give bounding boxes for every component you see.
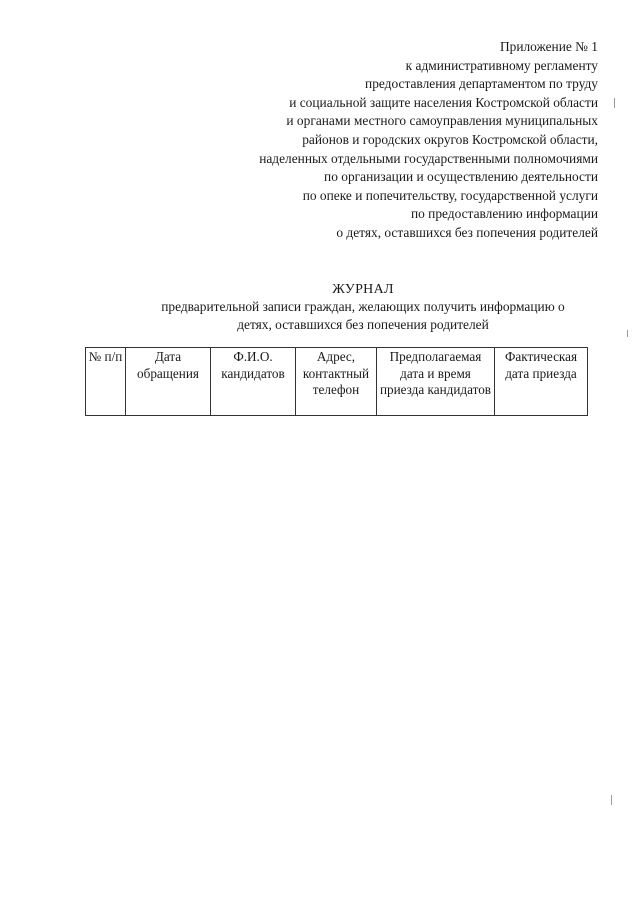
column-header-actual-arrival: Фактическая дата приезда	[495, 348, 588, 416]
appendix-line: и органами местного самоуправления муниципальных	[286, 113, 598, 129]
journal-table	[85, 347, 588, 416]
appendix-line: по опеке и попечительству, государственной услуги	[302, 187, 598, 203]
scan-speck	[627, 330, 628, 337]
journal-title: ЖУРНАЛ	[332, 282, 394, 297]
column-header-number: № п/п	[86, 348, 126, 416]
journal-subtitle	[130, 298, 596, 334]
appendix-line: по предоставлению информации	[410, 206, 598, 222]
appendix-line: Приложение № 1	[499, 39, 598, 54]
scan-speck	[611, 795, 612, 805]
appendix-line: о детях, оставшихся без попечения родителей	[336, 224, 598, 240]
appendix-line: районов и городских округов Костромской области,	[302, 131, 598, 147]
appendix-line: наделенных отдельными государственными полномочиями	[259, 150, 598, 166]
appendix-line: к административному регламенту	[405, 57, 598, 73]
journal-subtitle-line: предварительной записи граждан, желающих получить информацию о	[161, 299, 565, 314]
journal-subtitle-line: детях, оставшихся без попечения родителей	[237, 317, 489, 332]
appendix-line: по организации и осуществлению деятельности	[324, 169, 598, 185]
column-header-candidates-name: Ф.И.О. кандидатов	[211, 348, 296, 416]
scan-speck	[614, 98, 615, 108]
table-header-row	[86, 348, 588, 416]
column-header-planned-arrival: Предполагаемая дата и время приезда кандидатов	[377, 348, 495, 416]
appendix-block	[198, 38, 598, 243]
column-header-request-date: Дата обращения	[126, 348, 211, 416]
column-header-address-phone: Адрес, контактный телефон	[296, 348, 377, 416]
appendix-line: предоставления департаментом по труду	[365, 76, 598, 92]
appendix-line: и социальной защите населения Костромской области	[289, 94, 598, 110]
